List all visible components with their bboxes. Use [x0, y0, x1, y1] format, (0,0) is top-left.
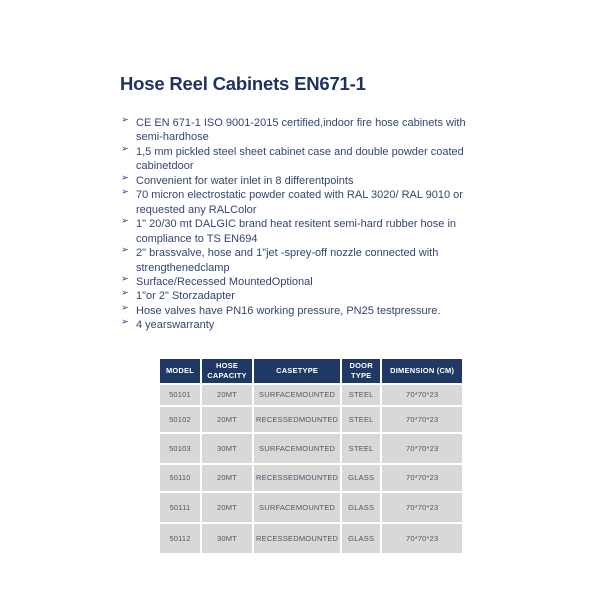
table-row — [160, 493, 462, 522]
table-cell-casetype: SURFACEMOUNTED — [254, 493, 340, 522]
arrowhead-right-bullet-icon: ➢ — [121, 287, 129, 299]
table-cell-model: 50110 — [160, 465, 200, 491]
column-header-casetype: CASETYPE — [254, 359, 340, 383]
table-cell-dimension: 70*70*23 — [382, 407, 462, 432]
feature-item — [121, 304, 493, 318]
arrowhead-right-bullet-icon: ➢ — [121, 316, 129, 328]
table-cell-dimension: 70*70*23 — [382, 493, 462, 522]
table-row — [160, 407, 462, 432]
table-cell-capacity: 20MT — [202, 407, 252, 432]
table-cell-dimension: 70*70*23 — [382, 524, 462, 553]
feature-item-text: 4 yearswarranty — [136, 319, 215, 332]
spec-table-header-row — [160, 359, 462, 383]
column-header-model: MODEL — [160, 359, 200, 383]
arrowhead-right-bullet-icon: ➢ — [121, 172, 129, 184]
table-cell-casetype: SURFACEMOUNTED — [254, 385, 340, 405]
table-cell-capacity: 30MT — [202, 434, 252, 463]
table-cell-model: 50101 — [160, 385, 200, 405]
table-cell-dimension: 70*70*23 — [382, 465, 462, 491]
table-cell-capacity: 20MT — [202, 493, 252, 522]
feature-item — [121, 174, 493, 188]
table-cell-casetype: RECESSEDMOUNTED — [254, 407, 340, 432]
column-header-dimension: DIMENSION (CM) — [382, 359, 462, 383]
feature-item — [121, 289, 493, 303]
arrowhead-right-bullet-icon: ➢ — [121, 114, 129, 126]
column-header-hose-capacity: HOSE CAPACITY — [202, 359, 252, 383]
table-cell-doortype: GLASS — [342, 524, 380, 553]
table-cell-casetype: RECESSEDMOUNTED — [254, 524, 340, 553]
table-cell-capacity: 20MT — [202, 465, 252, 491]
feature-item — [121, 188, 493, 217]
feature-item — [121, 318, 493, 332]
arrowhead-right-bullet-icon: ➢ — [121, 143, 129, 155]
feature-item-text: 2" brassvalve, hose and 1"jet -sprey-off nozzle connected with strengthenedclamp — [136, 247, 439, 274]
table-row — [160, 385, 462, 405]
table-row — [160, 434, 462, 463]
spec-table — [158, 357, 464, 555]
table-cell-model: 50112 — [160, 524, 200, 553]
table-cell-dimension: 70*70*23 — [382, 385, 462, 405]
page-title: Hose Reel Cabinets EN671-1 — [120, 73, 366, 94]
feature-item-text: CE EN 671-1 ISO 9001-2015 certified,indoor fire hose cabinets with semi-hardhose — [136, 117, 466, 144]
feature-item-text: Convenient for water inlet in 8 differentpoints — [136, 174, 354, 187]
table-cell-casetype: RECESSEDMOUNTED — [254, 465, 340, 491]
table-cell-model: 50102 — [160, 407, 200, 432]
feature-item-text: 1"or 2" Storzadapter — [136, 290, 235, 303]
table-row — [160, 524, 462, 553]
table-cell-model: 50103 — [160, 434, 200, 463]
feature-item — [121, 145, 493, 174]
table-cell-doortype: STEEL — [342, 434, 380, 463]
table-cell-model: 50111 — [160, 493, 200, 522]
arrowhead-right-bullet-icon: ➢ — [121, 273, 129, 285]
table-cell-doortype: STEEL — [342, 385, 380, 405]
feature-item-text: 1,5 mm pickled steel sheet cabinet case and double powder coated cabinetdoor — [136, 145, 464, 173]
table-cell-capacity: 30MT — [202, 524, 252, 553]
feature-item — [121, 217, 493, 246]
arrowhead-right-bullet-icon: ➢ — [121, 244, 129, 256]
feature-item — [121, 275, 493, 289]
table-cell-casetype: SURFACEMOUNTED — [254, 434, 340, 463]
table-row — [160, 465, 462, 491]
table-cell-doortype: STEEL — [342, 407, 380, 432]
feature-item-text: Surface/Recessed MountedOptional — [136, 275, 313, 288]
arrowhead-right-bullet-icon: ➢ — [121, 186, 129, 198]
feature-item — [121, 116, 493, 145]
feature-item-text: 1" 20/30 mt DALGIC brand heat resitent semi-hard rubber hose in compliance to TS EN694 — [136, 218, 457, 245]
table-cell-capacity: 20MT — [202, 385, 252, 405]
feature-item-text: 70 micron electrostatic powder coated with RAL 3020/ RAL 9010 or requested any RALColor — [136, 189, 463, 216]
feature-item — [121, 246, 493, 275]
arrowhead-right-bullet-icon: ➢ — [121, 302, 129, 314]
arrowhead-right-bullet-icon: ➢ — [121, 215, 129, 227]
column-header-door-type: DOOR TYPE — [342, 359, 380, 383]
table-cell-doortype: GLASS — [342, 493, 380, 522]
feature-item-text: Hose valves have PN16 working pressure, PN25 testpressure. — [136, 304, 441, 317]
table-cell-dimension: 70*70*23 — [382, 434, 462, 463]
feature-list — [121, 116, 493, 333]
table-cell-doortype: GLASS — [342, 465, 380, 491]
